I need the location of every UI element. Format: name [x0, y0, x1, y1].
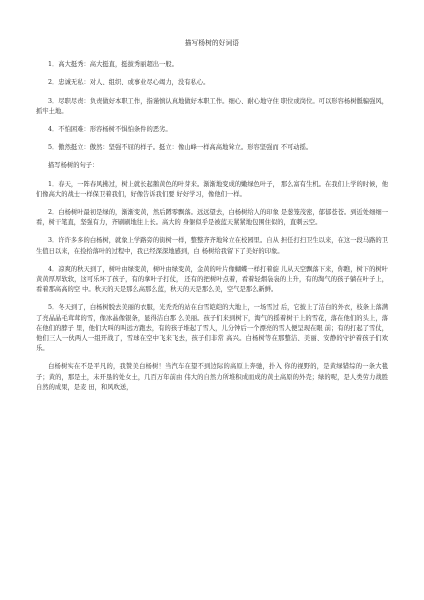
word-item-2: 2．忠诚无私：对人、组织、或事业尽心竭力，没有私心。 — [48, 79, 210, 87]
sentence-paragraph-5: 5．冬天到了，白杨树脱去美丽的衣服，光秃秃的站在白雪皑皑的大地上，一场雪过 后，它披上了洁白的外衣，枝条上落满了亮晶晶毛茸茸的雪，像冰晶像银条，显得洁白那 么美丽。孩子们来到树下，淘气的摇着树干上的雪花，落在他们的头上，落在他们的脖子 里，他们大叫的叫远方跑去，有的孩子堆起了雪人，儿分钟后一个漂亮的雪人便呈现在眼 前；有的打起了雪仗，他们三人一伙两人一组开战了，雪球在空中飞来飞去，孩子们非常 高兴。白杨树等在那整洁、美丽、安静的守护着孩子们欢乐。 — [36, 304, 388, 353]
word-item-5: 5．傲然挺立：傲然：坚强不屈的样子。挺立：像山峰一样高高地耸立。形容坚强而 不可动摇。 — [48, 144, 313, 152]
document-title: 描写杨树的好词语 — [184, 39, 240, 47]
word-item-3: 3．尽职尽责：负责做好本职工作，指谨慎认真地做好本职工作。细心、耐心地守住 职位或岗位。可以形容杨树骶骗强风，抓牢土地。 — [36, 97, 388, 115]
sentence-paragraph-1: 1．春天，一阵春风拂过，树上就长起鹅黄色的叶芽来。渐渐地变成的嫩绿色叶子， 那么富有生机。在我们上学的时候，他们像高大的战士一样保卫着我们，好像告诉我们要 好好学习，像他们一样。 — [36, 180, 388, 198]
closing-paragraph: 白杨树实在不是平凡的，我赞美白杨树！当汽车在望不到边际的高原上奔驰，扑入 你的视野的，是黄绿错综的一条大毯子；黄的，那是土，未开垦的处女土，几百万年前由 伟大的自然力所堆积成而成的黄土高原的外壳；绿的呢，是人类劳力战胜自然的成果，是麦 田，和风吹送， — [36, 363, 388, 391]
sentence-paragraph-4: 4．凉爽的秋天到了，树叶由绿变黄，树叶由绿变黄，金黄的叶片像蝴蝶一样打着旋 儿从天空飘落下来，你瞧，树下的树叶黄黄厚厚软软，这可乐坏了孩子，有的拿叶子打仗， 还有的把树叶点着，看着轻烟袅袅的上升，有的淘气的孩子躺在叶子上，看着那高高的空 中。秋天的天是那么高那么蓝，秋天的天是那么美，空气是那么新鲜。 — [36, 265, 388, 294]
word-item-4: 4．不怕困难：形容杨树不惧怕条件的恶劣。 — [48, 126, 172, 134]
sentences-heading: 描写杨树的句子： — [48, 162, 99, 170]
sentence-paragraph-3: 3．许许多多的白杨树，就象上学路旁的街树一样，整整齐齐地耸立在校园里。自从 担任打扫卫生以来，在这一段马路的卫生值日以来，在捡拾落叶的过程中，我已经深深地感到，白 杨树给我留下了美好的印象。 — [36, 237, 388, 255]
word-item-1: 1．高大挺秀：高大挺直，挺拔秀丽超出一般。 — [48, 61, 178, 69]
sentence-paragraph-2: 2．白杨树叶最初是绿的，渐渐变黄，然后蹲零飘落。远远望去，白杨树给人的印象 是葱笼茂密，郁郁苍苍。到近处细细一看，树干笔直，坚强有力，齐刷刷地往上长。高大的 身躯似乎是被蓝天紧紧地包围住似的，直刺云空。 — [36, 209, 388, 227]
